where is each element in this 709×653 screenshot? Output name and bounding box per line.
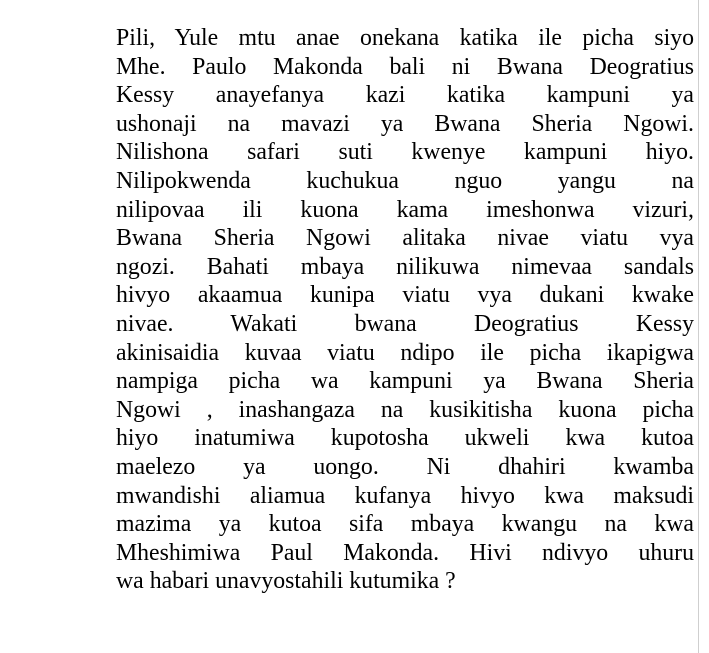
text-line: mazima ya kutoa sifa mbaya kwangu na kwa — [116, 511, 694, 538]
text-line: Pili, Yule mtu anae onekana katika ile picha siyo — [116, 25, 694, 51]
page-edge-divider — [698, 0, 699, 653]
text-line: nampiga picha wa kampuni ya Bwana Sheria — [116, 368, 694, 395]
text-line: akinisaidia kuvaa viatu ndipo ile picha ikapigwa — [116, 339, 694, 366]
text-line: hiyo inatumiwa kupotosha ukweli kwa kutoa — [116, 425, 694, 452]
text-line-last: wa habari unavyostahili kutumika ? — [116, 568, 456, 595]
text-line: Mheshimiwa Paul Makonda. Hivi ndivyo uhuru — [116, 539, 694, 566]
text-line: Kessy anayefanya kazi katika kampuni ya — [116, 82, 694, 109]
body-paragraph — [116, 24, 694, 596]
text-line: Nilishona safari suti kwenye kampuni hiyo. — [116, 139, 694, 166]
text-line: hivyo akaamua kunipa viatu vya dukani kwake — [116, 282, 694, 309]
text-line: ushonaji na mavazi ya Bwana Sheria Ngowi. — [116, 110, 694, 137]
text-line: ngozi. Bahati mbaya nilikuwa nimevaa sandals — [116, 253, 694, 280]
text-line: Bwana Sheria Ngowi alitaka nivae viatu vya — [116, 225, 694, 252]
text-line: nilipovaa ili kuona kama imeshonwa vizuri, — [116, 196, 694, 223]
text-line: Ngowi , inashangaza na kusikitisha kuona picha — [116, 396, 694, 423]
text-line: maelezo ya uongo. Ni dhahiri kwamba — [116, 453, 694, 480]
text-line: mwandishi aliamua kufanya hivyo kwa maksudi — [116, 482, 694, 509]
text-line: Nilipokwenda kuchukua nguo yangu na — [116, 167, 694, 194]
text-line: nivae. Wakati bwana Deogratius Kessy — [116, 310, 694, 337]
text-line: Mhe. Paulo Makonda bali ni Bwana Deogratius — [116, 53, 694, 80]
